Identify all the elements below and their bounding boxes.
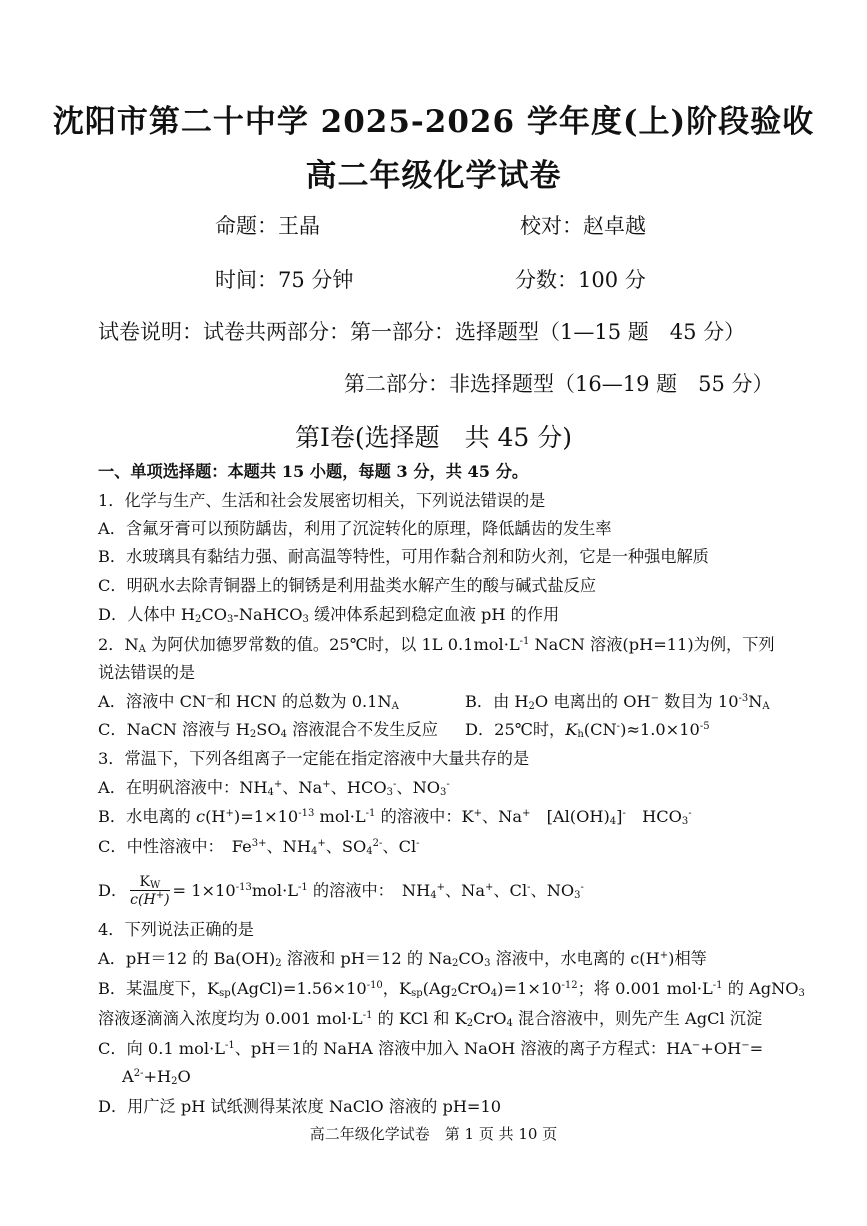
question-4-option-b: B．某温度下，$K_{sp}(AgCl)=1.56\times 10^{-10}$，$K_{sp}(Ag_2CrO_4)=1\times 10^{-12}$；将 0.001 $mol\cdot L^{-1}$ 的 AgNO$_3$	[98, 979, 805, 999]
question-1-option-a: A．含氟牙膏可以预防龋齿，利用了沉淀转化的原理，降低龋齿的发生率	[98, 519, 612, 538]
question-3-option-a: A．在明矾溶液中：$NH_4^+$、Na+、$HCO_3^-$、$NO_3^-$	[98, 778, 450, 798]
question-4-option-c: C．向 0.1 $mol\cdot L^{-1}$、pH＝1的 NaHA 溶液中加入 NaOH 溶液的离子方程式：HA−+OH−=	[98, 1039, 764, 1058]
question-2-option-d: D．25℃时，$K_h(CN^-)\approx 1.0\times 10^{-5}$	[465, 720, 710, 740]
question-4-stem: 4．下列说法正确的是	[98, 920, 254, 939]
question-3-option-d: D． $\frac{K_W}{c(H^+)}$ = $1\times 10^{-13}mol\cdot L^{-1}$ 的溶液中： $NH_4^+$、Na+、Cl-、$NO_3^-$	[98, 874, 584, 908]
score-field: 分数：100 分	[515, 268, 646, 292]
page-footer: 高二年级化学试卷 第 1 页 共 10 页	[309, 1125, 558, 1143]
question-4-option-c-cont: $A^{2-}+H_2O$	[122, 1067, 191, 1087]
question-3-option-c: C．中性溶液中： $Fe^{3+}$、$NH_4^+$、$SO_4^{2-}$、Cl-	[98, 837, 420, 857]
question-3-stem: 3．常温下，下列各组离子一定能在指定溶液中大量共存的是	[98, 749, 530, 768]
question-3-option-b: B．水电离的 $c(H^+)=1\times 10^{-13}$ $mol\cdot L^{-1}$ 的溶液中：K+、Na+ $[Al(OH)_4]^-$ $HCO_3^-$	[98, 807, 692, 827]
question-2-option-c: C．NaCN 溶液与 $H_2SO_4$ 溶液混合不发生反应	[98, 720, 438, 740]
kw-fraction: $\frac{K_W}{c(H^+)}$	[130, 874, 170, 908]
exam-title-line2: 高二年级化学试卷	[305, 158, 562, 194]
question-2-stem: 2．$N_A$ 为阿伏加德罗常数的值。25℃时，以 1L $0.1mol\cdot L^{-1}$ NaCN 溶液(pH=11)为例，下列	[98, 635, 775, 655]
question-2-option-a: A．溶液中 CN⁻和 HCN 的总数为 $0.1N_A$	[98, 692, 399, 712]
exam-title-line1: 沈阳市第二十中学 2025-2026 学年度(上)阶段验收	[52, 104, 815, 140]
question-4-option-a: A．pH＝12 的 $Ba(OH)_2$ 溶液和 pH＝12 的 $Na_2CO_3$ 溶液中，水电离的 c(H+)相等	[98, 949, 707, 969]
question-1-option-c: C．明矾水去除青铜器上的铜锈是利用盐类水解产生的酸与碱式盐反应	[98, 576, 597, 595]
question-2-option-b: B．由 $H_2O$ 电离出的 OH− 数目为 $10^{-3}N_A$	[465, 692, 770, 712]
proofreader-field: 校对：赵卓越	[520, 214, 646, 238]
time-field: 时间：75 分钟	[215, 268, 354, 292]
question-1-option-b: B．水玻璃具有黏结力强、耐高温等特性，可用作黏合剂和防火剂，它是一种强电解质	[98, 547, 709, 566]
question-4-option-b-cont: 溶液逐滴滴入浓度均为 0.001 $mol\cdot L^{-1}$ 的 KCl 和 $K_2CrO_4$ 混合溶液中，则先产生 AgCl 沉淀	[98, 1009, 763, 1029]
part-heading: 一、单项选择题：本题共 15 小题，每题 3 分，共 45 分。	[98, 462, 529, 481]
author-field: 命题：王晶	[215, 214, 320, 238]
section-heading: 第Ⅰ卷(选择题 共 45 分)	[294, 423, 573, 452]
question-1-stem: 1．化学与生产、生活和社会发展密切相关，下列说法错误的是	[98, 491, 546, 510]
question-1-option-d: D．人体中 $H_2CO_3-NaHCO_3$ 缓冲体系起到稳定血液 pH 的作用	[98, 605, 560, 625]
instructions-line2: 第二部分：非选择题型（16—19 题 55 分）	[344, 372, 774, 396]
question-2-stem-cont: 说法错误的是	[98, 663, 196, 682]
question-4-option-d: D．用广泛 pH 试纸测得某浓度 NaClO 溶液的 pH=10	[98, 1097, 502, 1116]
instructions-line1: 试卷说明：试卷共两部分：第一部分：选择题型（1—15 题 45 分）	[98, 320, 746, 344]
